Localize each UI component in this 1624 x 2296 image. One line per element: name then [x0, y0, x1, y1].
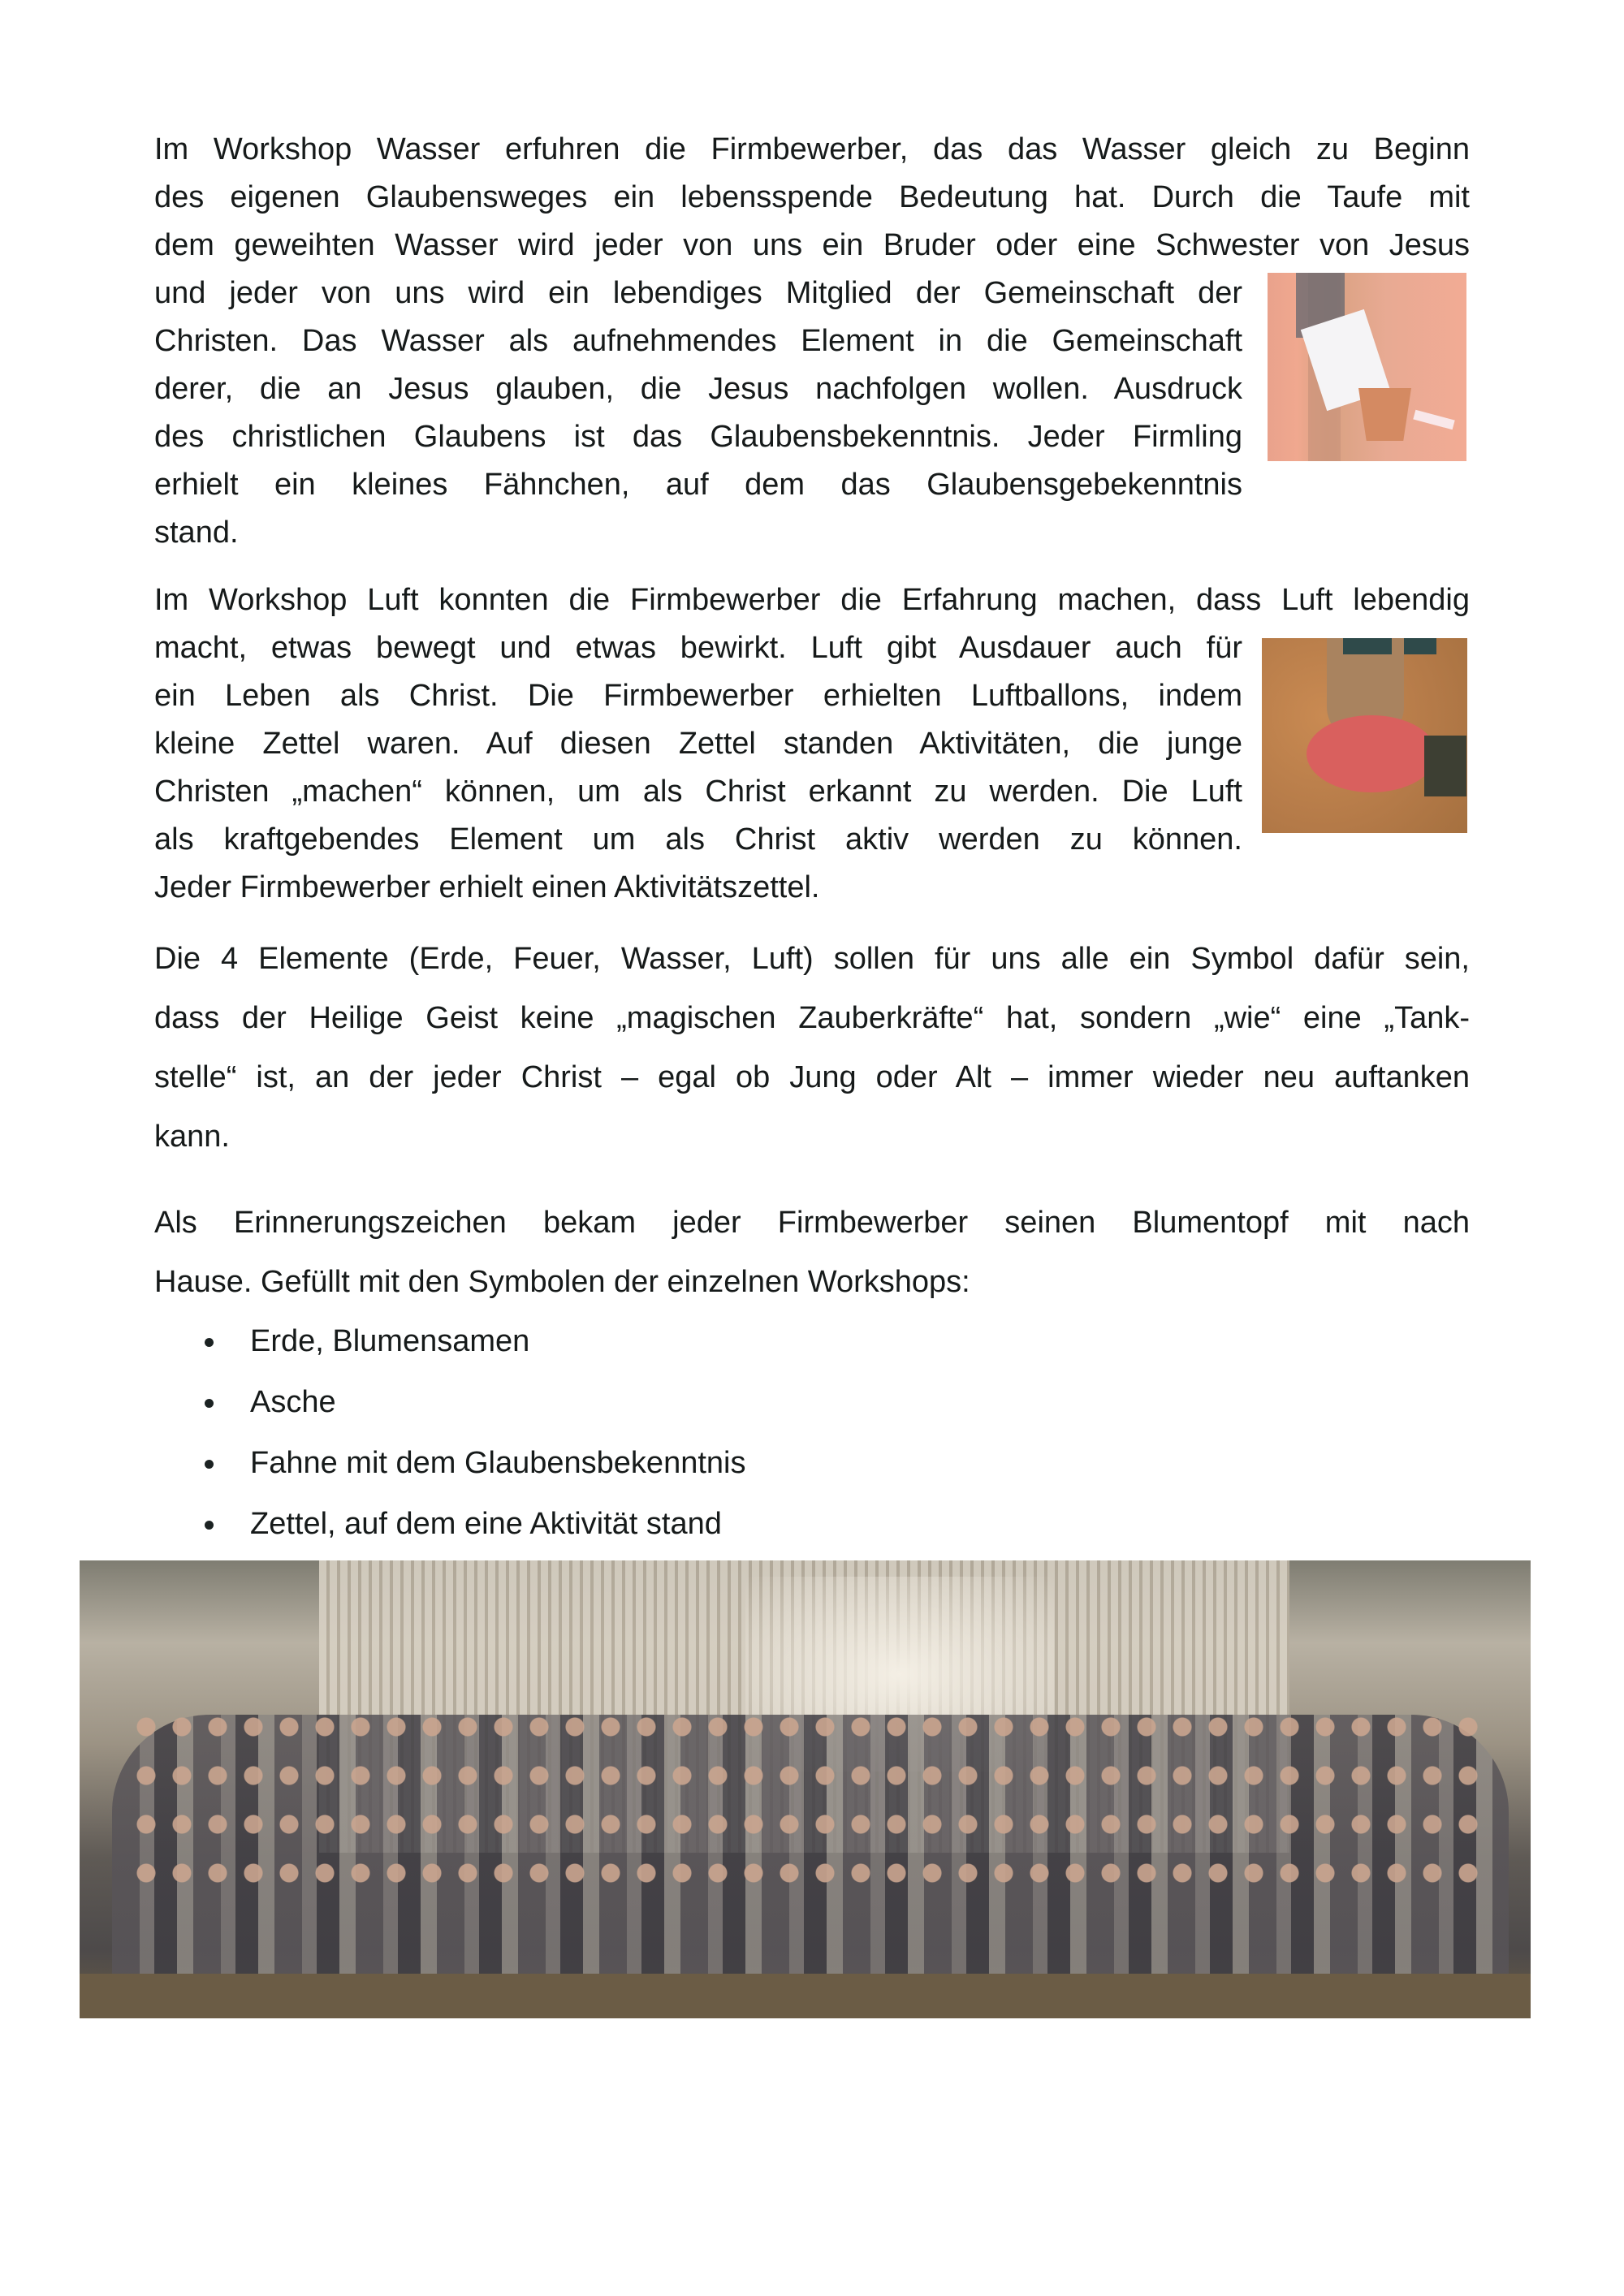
photo-detail	[128, 1703, 1492, 1897]
list-item-text: Fahne mit dem Glaubensbekenntnis	[250, 1446, 746, 1480]
photo-detail	[80, 1974, 1531, 2018]
photo-detail	[1358, 388, 1411, 441]
list-item	[195, 1494, 745, 1555]
text-line: ein Leben als Christ. Die Firmbewerber erhielten Luftballons, indem	[154, 679, 1242, 713]
text-line: dem geweihten Wasser wird jeder von uns ein Bruder oder eine Schwester von Jesus	[154, 228, 1470, 262]
list-item	[195, 1433, 745, 1494]
photo-detail	[1424, 736, 1466, 796]
symbol-list	[195, 1311, 745, 1555]
flowerpot-flag-photo	[1268, 273, 1466, 461]
text-line: Als Erinnerungszeichen bekam jeder Firmbewerber seinen Blumentopf mit nach	[154, 1206, 1470, 1240]
photo-detail	[1343, 638, 1392, 654]
photo-detail	[1404, 638, 1436, 654]
text-line: Hause. Gefüllt mit den Symbolen der einzelnen Workshops:	[154, 1265, 970, 1299]
text-line: macht, etwas bewegt und etwas bewirkt. Luft gibt Ausdauer auch für	[154, 631, 1242, 665]
list-item	[195, 1311, 745, 1372]
bullet-icon	[205, 1521, 214, 1530]
text-line: Im Workshop Luft konnten die Firmbewerber die Erfahrung machen, dass Luft lebendig	[154, 583, 1470, 617]
text-line: Christen „machen“ können, um als Christ erkannt zu werden. Die Luft	[154, 775, 1242, 809]
paragraph-vier-elemente	[154, 930, 1470, 1167]
balloon-photo	[1262, 638, 1467, 833]
text-line: Christen. Das Wasser als aufnehmendes Element in die Gemeinschaft	[154, 324, 1242, 358]
text-line: kleine Zettel waren. Auf diesen Zettel standen Aktivitäten, die junge	[154, 727, 1242, 761]
text-line: stand.	[154, 516, 239, 550]
text-line: als kraftgebendes Element um als Christ aktiv werden zu können.	[154, 822, 1242, 857]
paragraph-erinnerungszeichen	[154, 1193, 1470, 1312]
text-line: stelle“ ist, an der jeder Christ – egal ob Jung oder Alt – immer wieder neu auftanken	[154, 1060, 1470, 1094]
list-item	[195, 1372, 745, 1433]
photo-detail	[1413, 410, 1454, 430]
text-line: des eigenen Glaubensweges ein lebensspende Bedeutung hat. Durch die Taufe mit	[154, 180, 1470, 214]
list-item-text: Erde, Blumensamen	[250, 1324, 530, 1358]
list-item-text: Zettel, auf dem eine Aktivität stand	[250, 1507, 722, 1541]
group-photo	[80, 1560, 1531, 2018]
bullet-icon	[205, 1399, 214, 1408]
text-line: des christlichen Glaubens ist das Glaubensbekenntnis. Jeder Firmling	[154, 420, 1242, 454]
text-line: derer, die an Jesus glauben, die Jesus nachfolgen wollen. Ausdruck	[154, 372, 1242, 406]
text-line: und jeder von uns wird ein lebendiges Mitglied der Gemeinschaft der	[154, 276, 1242, 310]
text-line: Im Workshop Wasser erfuhren die Firmbewerber, das das Wasser gleich zu Beginn	[154, 132, 1470, 166]
text-line: erhielt ein kleines Fähnchen, auf dem das Glaubensgebekenntnis	[154, 468, 1242, 502]
photo-detail	[1307, 715, 1436, 792]
list-item-text: Asche	[250, 1385, 336, 1419]
text-line: dass der Heilige Geist keine „magischen Zauberkräfte“ hat, sondern „wie“ eine „Tank-	[154, 1001, 1470, 1035]
text-line: kann.	[154, 1120, 230, 1154]
bullet-icon	[205, 1460, 214, 1469]
text-line: Die 4 Elemente (Erde, Feuer, Wasser, Luft) sollen für uns alle ein Symbol dafür sein,	[154, 942, 1470, 976]
bullet-icon	[205, 1338, 214, 1347]
text-line: Jeder Firmbewerber erhielt einen Aktivitätszettel.	[154, 870, 820, 904]
